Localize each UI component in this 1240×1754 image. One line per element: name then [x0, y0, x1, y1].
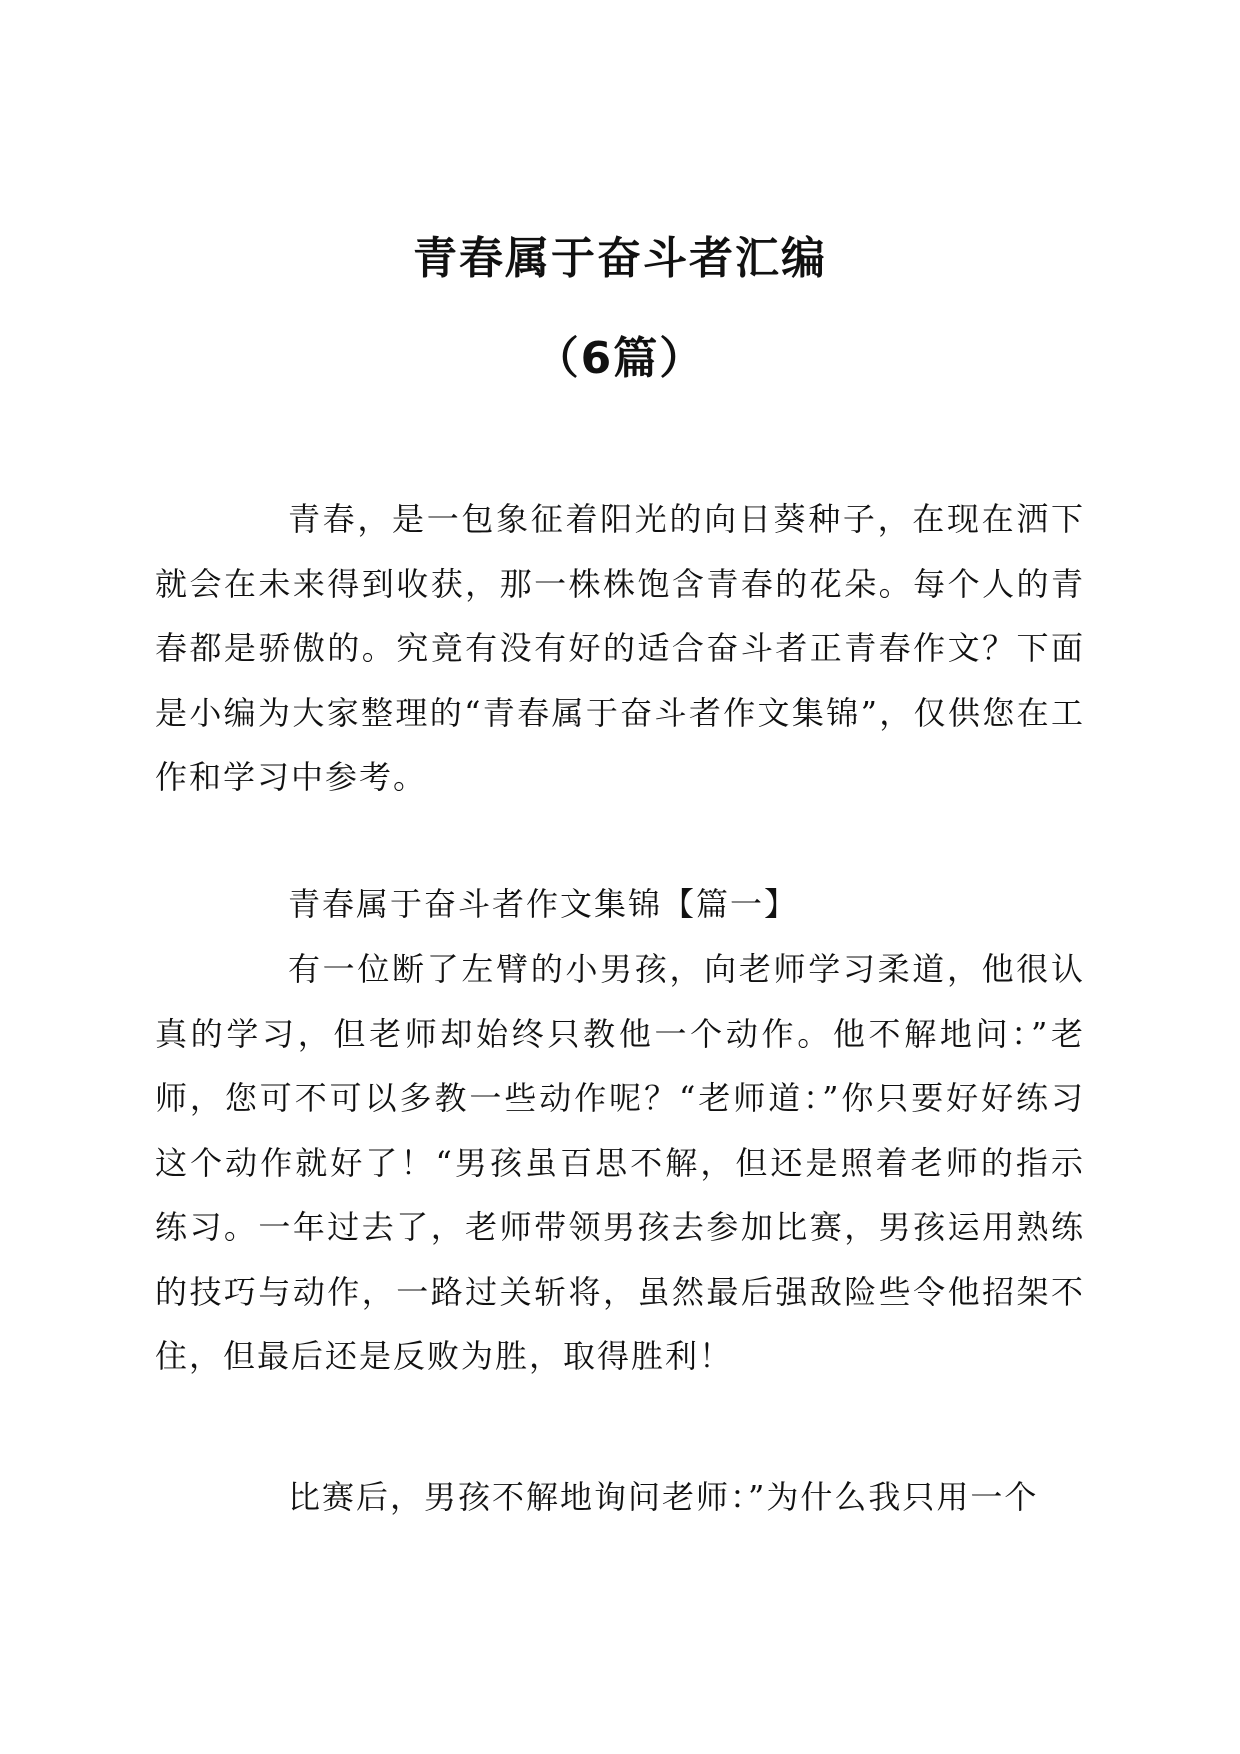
section-paragraph-1: 有一位断了左臂的小男孩，向老师学习柔道，他很认真的学习，但老师却始终只教他一个动作。他不解地问：”老师，您可不可以多教一些动作呢？“老师道：”你只要好好练习这个动作就好了！“男孩虽百思不解，但还是照着老师的指示练习。一年过去了，老师带领男孩去参加比赛，男孩运用熟练的技巧与动作，一路过关斩将，虽然最后强敌险些令他招架不住，但最后还是反败为胜，取得胜利！ — [155, 950, 1085, 1375]
document-subtitle: （6篇） — [534, 333, 706, 384]
section-heading: 青春属于奋斗者作文集锦【篇一】 — [288, 885, 799, 923]
intro-paragraph: 青春，是一包象征着阳光的向日葵种子，在现在洒下就会在未来得到收获，那一株株饱含青春的花朵。每个人的青春都是骄傲的。究竟有没有好的适合奋斗者正青春作文？下面是小编为大家整理的“青春属于奋斗者作文集锦”，仅供您在工作和学习中参考。 — [155, 500, 1085, 796]
section-paragraph-2: 比赛后，男孩不解地询问老师：”为什么我只用一个 — [288, 1478, 1039, 1516]
document-title: 青春属于奋斗者汇编 — [413, 233, 827, 284]
